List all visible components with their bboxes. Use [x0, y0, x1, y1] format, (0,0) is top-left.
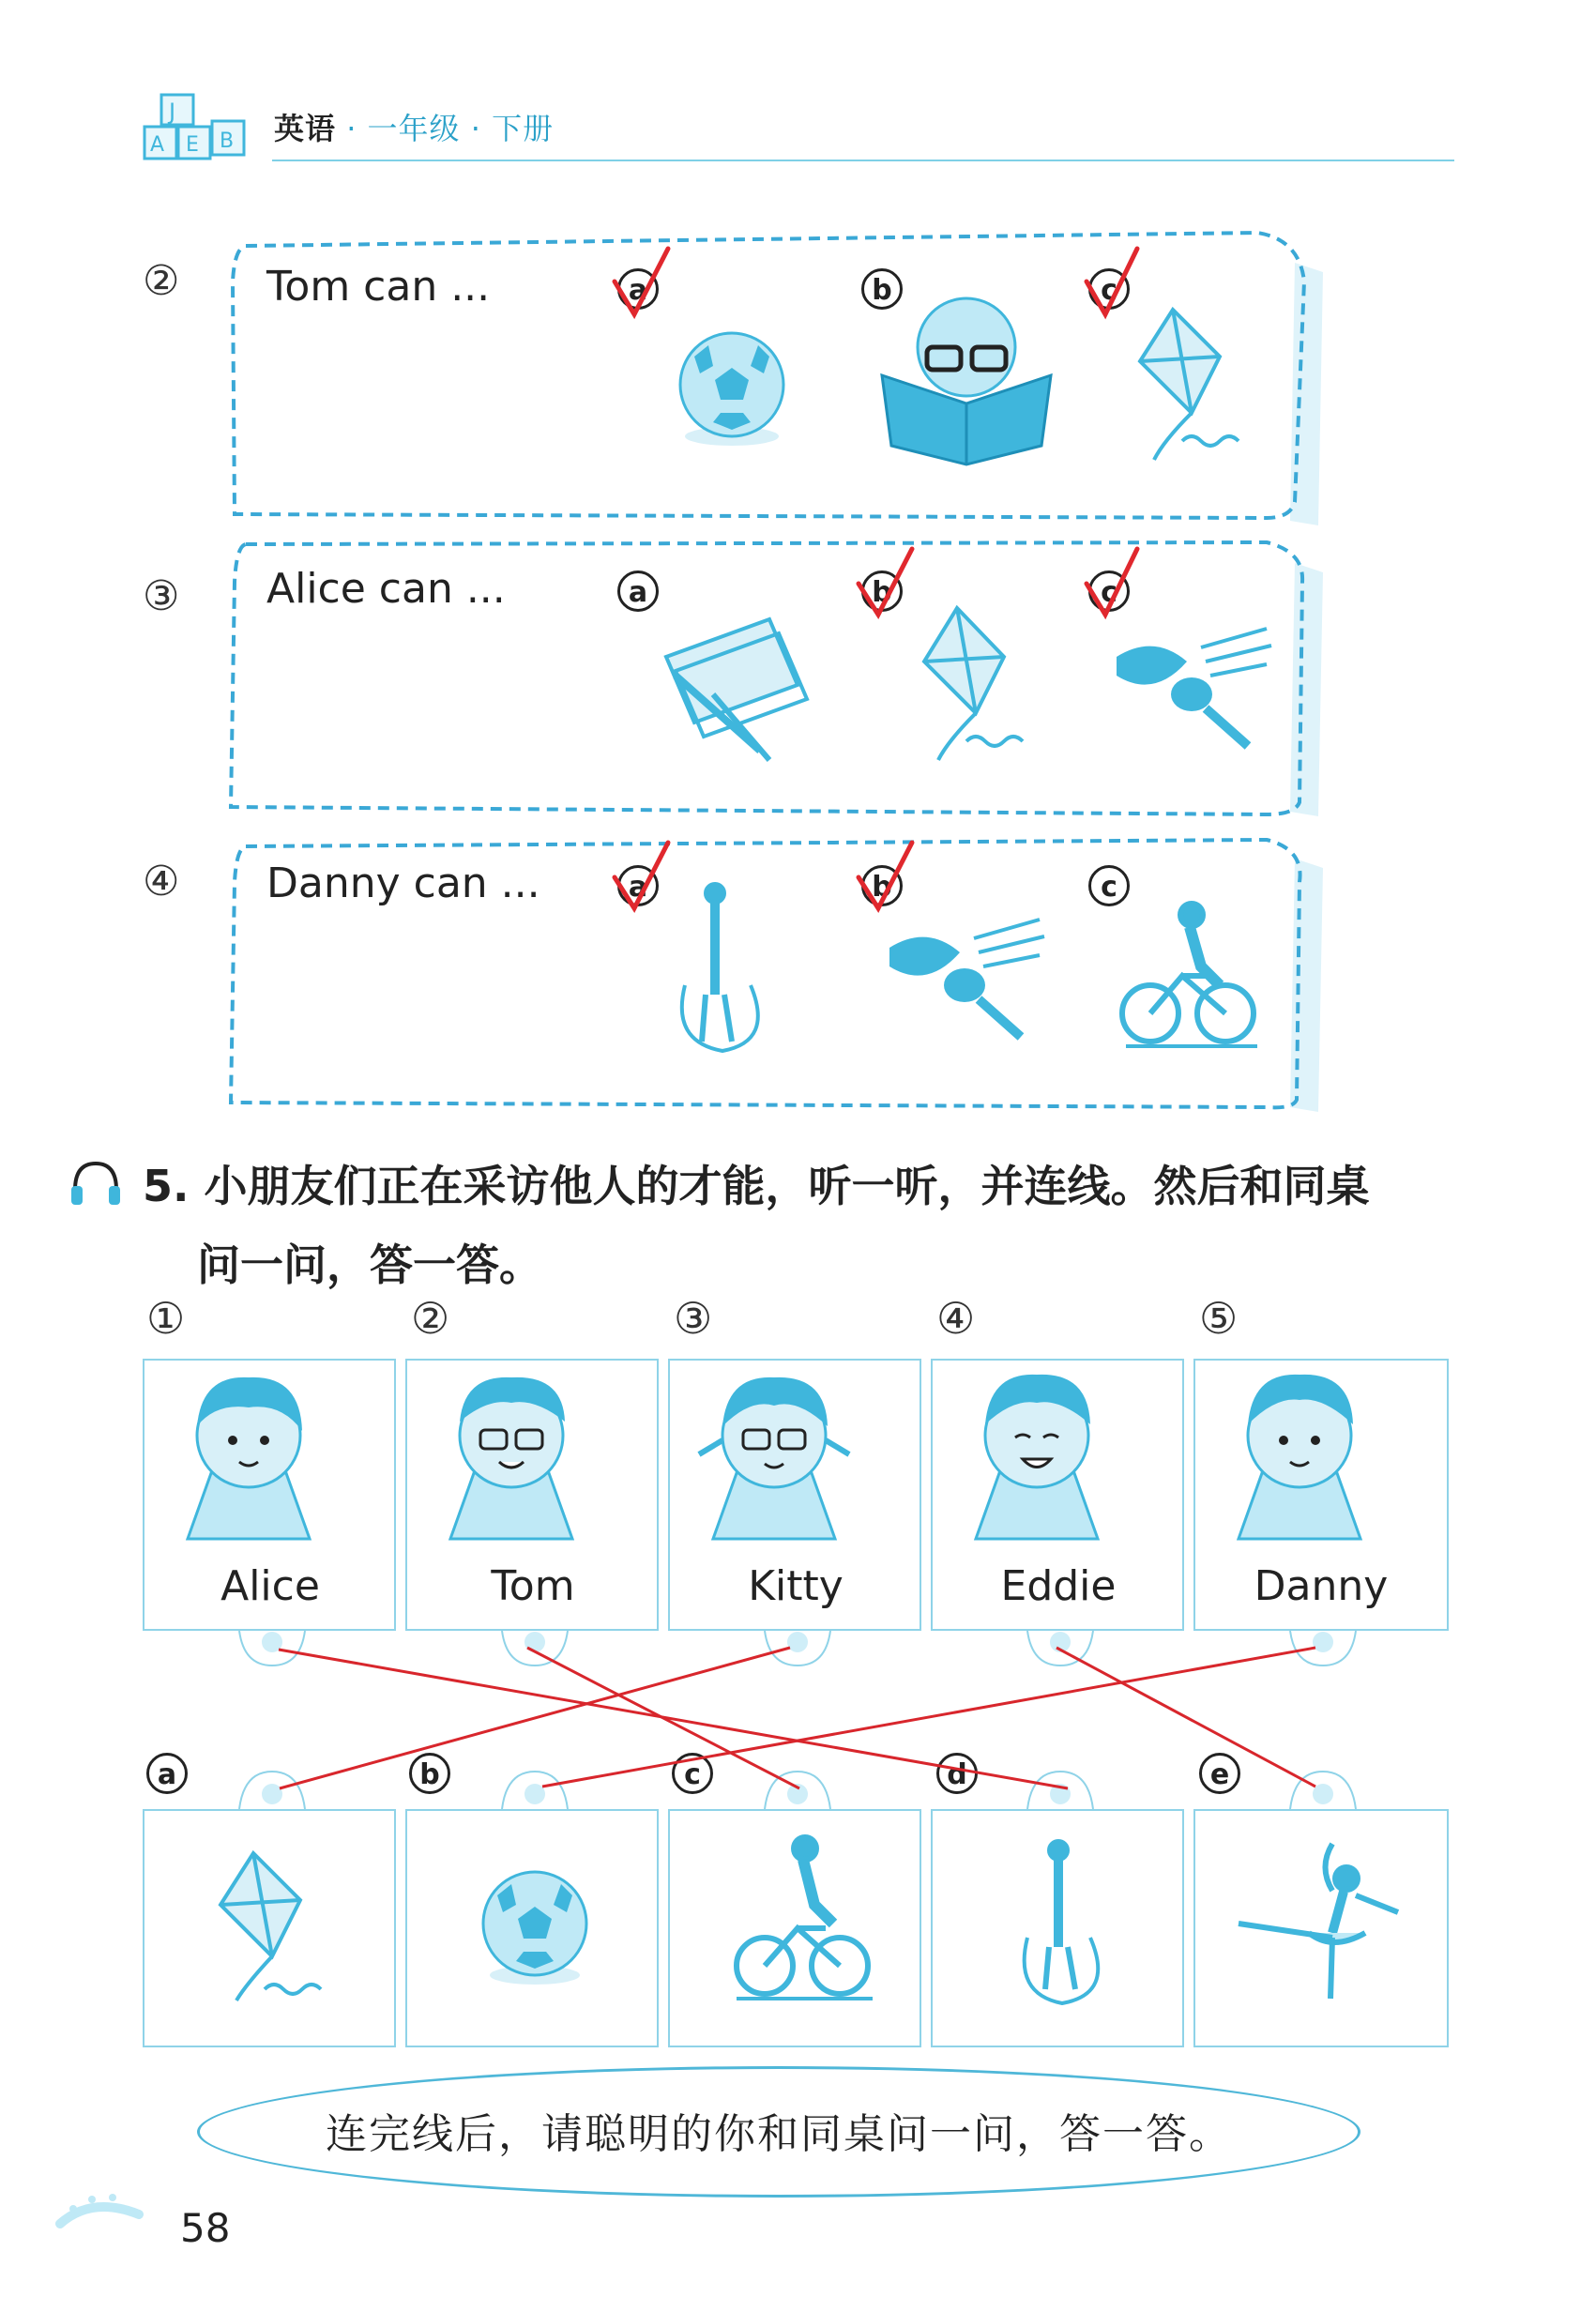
match-line-kitty-a	[280, 1648, 790, 1788]
person-number: ③	[674, 1293, 713, 1344]
section-5-title	[143, 1147, 1475, 1304]
headphones-icon	[68, 1156, 124, 1212]
kite-icon	[924, 608, 1023, 760]
eddie-face-icon	[976, 1375, 1098, 1539]
matching-area	[0, 1614, 1596, 2055]
tom-face-icon	[450, 1377, 572, 1539]
football-icon	[680, 333, 783, 446]
option-b[interactable]: b	[861, 865, 903, 906]
reading-book-icon	[882, 298, 1051, 464]
section-5-title-line1: 5. 小朋友们正在采访他人的才能，听一听，并连线。然后和同桌	[143, 1161, 1370, 1211]
activity-label-b: b	[409, 1753, 450, 1794]
footer-note-text: 连完线后，请聪明的你和同桌问一问，答一答。	[326, 2110, 1232, 2158]
header-sep: ·	[346, 111, 357, 146]
kitty-face-icon	[699, 1377, 849, 1539]
svg-text:J: J	[169, 99, 176, 125]
page-decoration-icon	[54, 2186, 158, 2243]
option-c[interactable]: c	[1088, 570, 1130, 612]
question-prompt: Danny can ...	[266, 859, 540, 907]
jump-rope-icon	[1025, 1841, 1099, 2003]
person-number: ④	[936, 1293, 976, 1344]
kite-icon	[1140, 310, 1239, 460]
question-pictures	[0, 0, 1596, 1126]
singing-icon	[1117, 629, 1271, 746]
match-line-alice-d	[279, 1650, 1068, 1788]
match-lines	[279, 1648, 1315, 1788]
svg-text:A: A	[150, 133, 165, 157]
option-a[interactable]: a	[617, 865, 659, 906]
person-number: ②	[411, 1293, 450, 1344]
ballet-dancer-icon	[1239, 1844, 1398, 1999]
header-sep: ·	[470, 111, 481, 146]
kite-icon	[220, 1853, 321, 2000]
option-c[interactable]: c	[1088, 865, 1130, 906]
person-name-alice: Alice	[220, 1562, 320, 1610]
section-5-title-line2: 问一问，答一答。	[197, 1240, 542, 1290]
person-name-danny: Danny	[1254, 1562, 1389, 1610]
option-b[interactable]: b	[861, 570, 903, 612]
svg-text:B: B	[220, 129, 235, 153]
person-number: ①	[146, 1293, 186, 1344]
writing-icon	[666, 619, 807, 760]
alice-face-icon	[188, 1377, 310, 1539]
option-b[interactable]: b	[861, 268, 903, 310]
svg-text:E: E	[186, 133, 199, 157]
option-a[interactable]: a	[617, 268, 659, 310]
match-line-tom-c	[527, 1648, 799, 1788]
kid-portraits	[0, 1351, 1596, 1586]
match-line-eddie-e	[1056, 1648, 1315, 1787]
question-number: ④	[143, 858, 180, 905]
activity-label-e: e	[1199, 1753, 1240, 1794]
singing-icon	[889, 920, 1044, 1037]
cyclist-icon	[1122, 904, 1257, 1046]
option-a[interactable]: a	[617, 570, 659, 612]
page-number: 58	[180, 2205, 231, 2251]
header-volume: 下册	[492, 111, 555, 146]
danny-face-icon	[1239, 1375, 1360, 1539]
check-marks	[615, 249, 1137, 908]
question-prompt: Tom can ...	[266, 263, 491, 311]
person-name-eddie: Eddie	[1000, 1562, 1117, 1610]
activity-label-c: c	[672, 1753, 713, 1794]
header-grade: 一年级	[367, 111, 461, 146]
person-name-tom: Tom	[491, 1562, 575, 1610]
football-icon	[483, 1872, 586, 1985]
question-number: ②	[143, 257, 180, 305]
jump-rope-icon	[682, 884, 758, 1051]
question-number: ③	[143, 572, 180, 620]
activity-label-a: a	[146, 1753, 188, 1794]
cyclist-icon	[737, 1837, 873, 1999]
option-c[interactable]: c	[1088, 268, 1130, 310]
person-number: ⑤	[1199, 1293, 1239, 1344]
question-prompt: Alice can ...	[266, 565, 506, 613]
header-subject: 英语	[274, 111, 337, 146]
activity-label-d: d	[936, 1753, 978, 1794]
person-name-kitty: Kitty	[748, 1562, 844, 1610]
